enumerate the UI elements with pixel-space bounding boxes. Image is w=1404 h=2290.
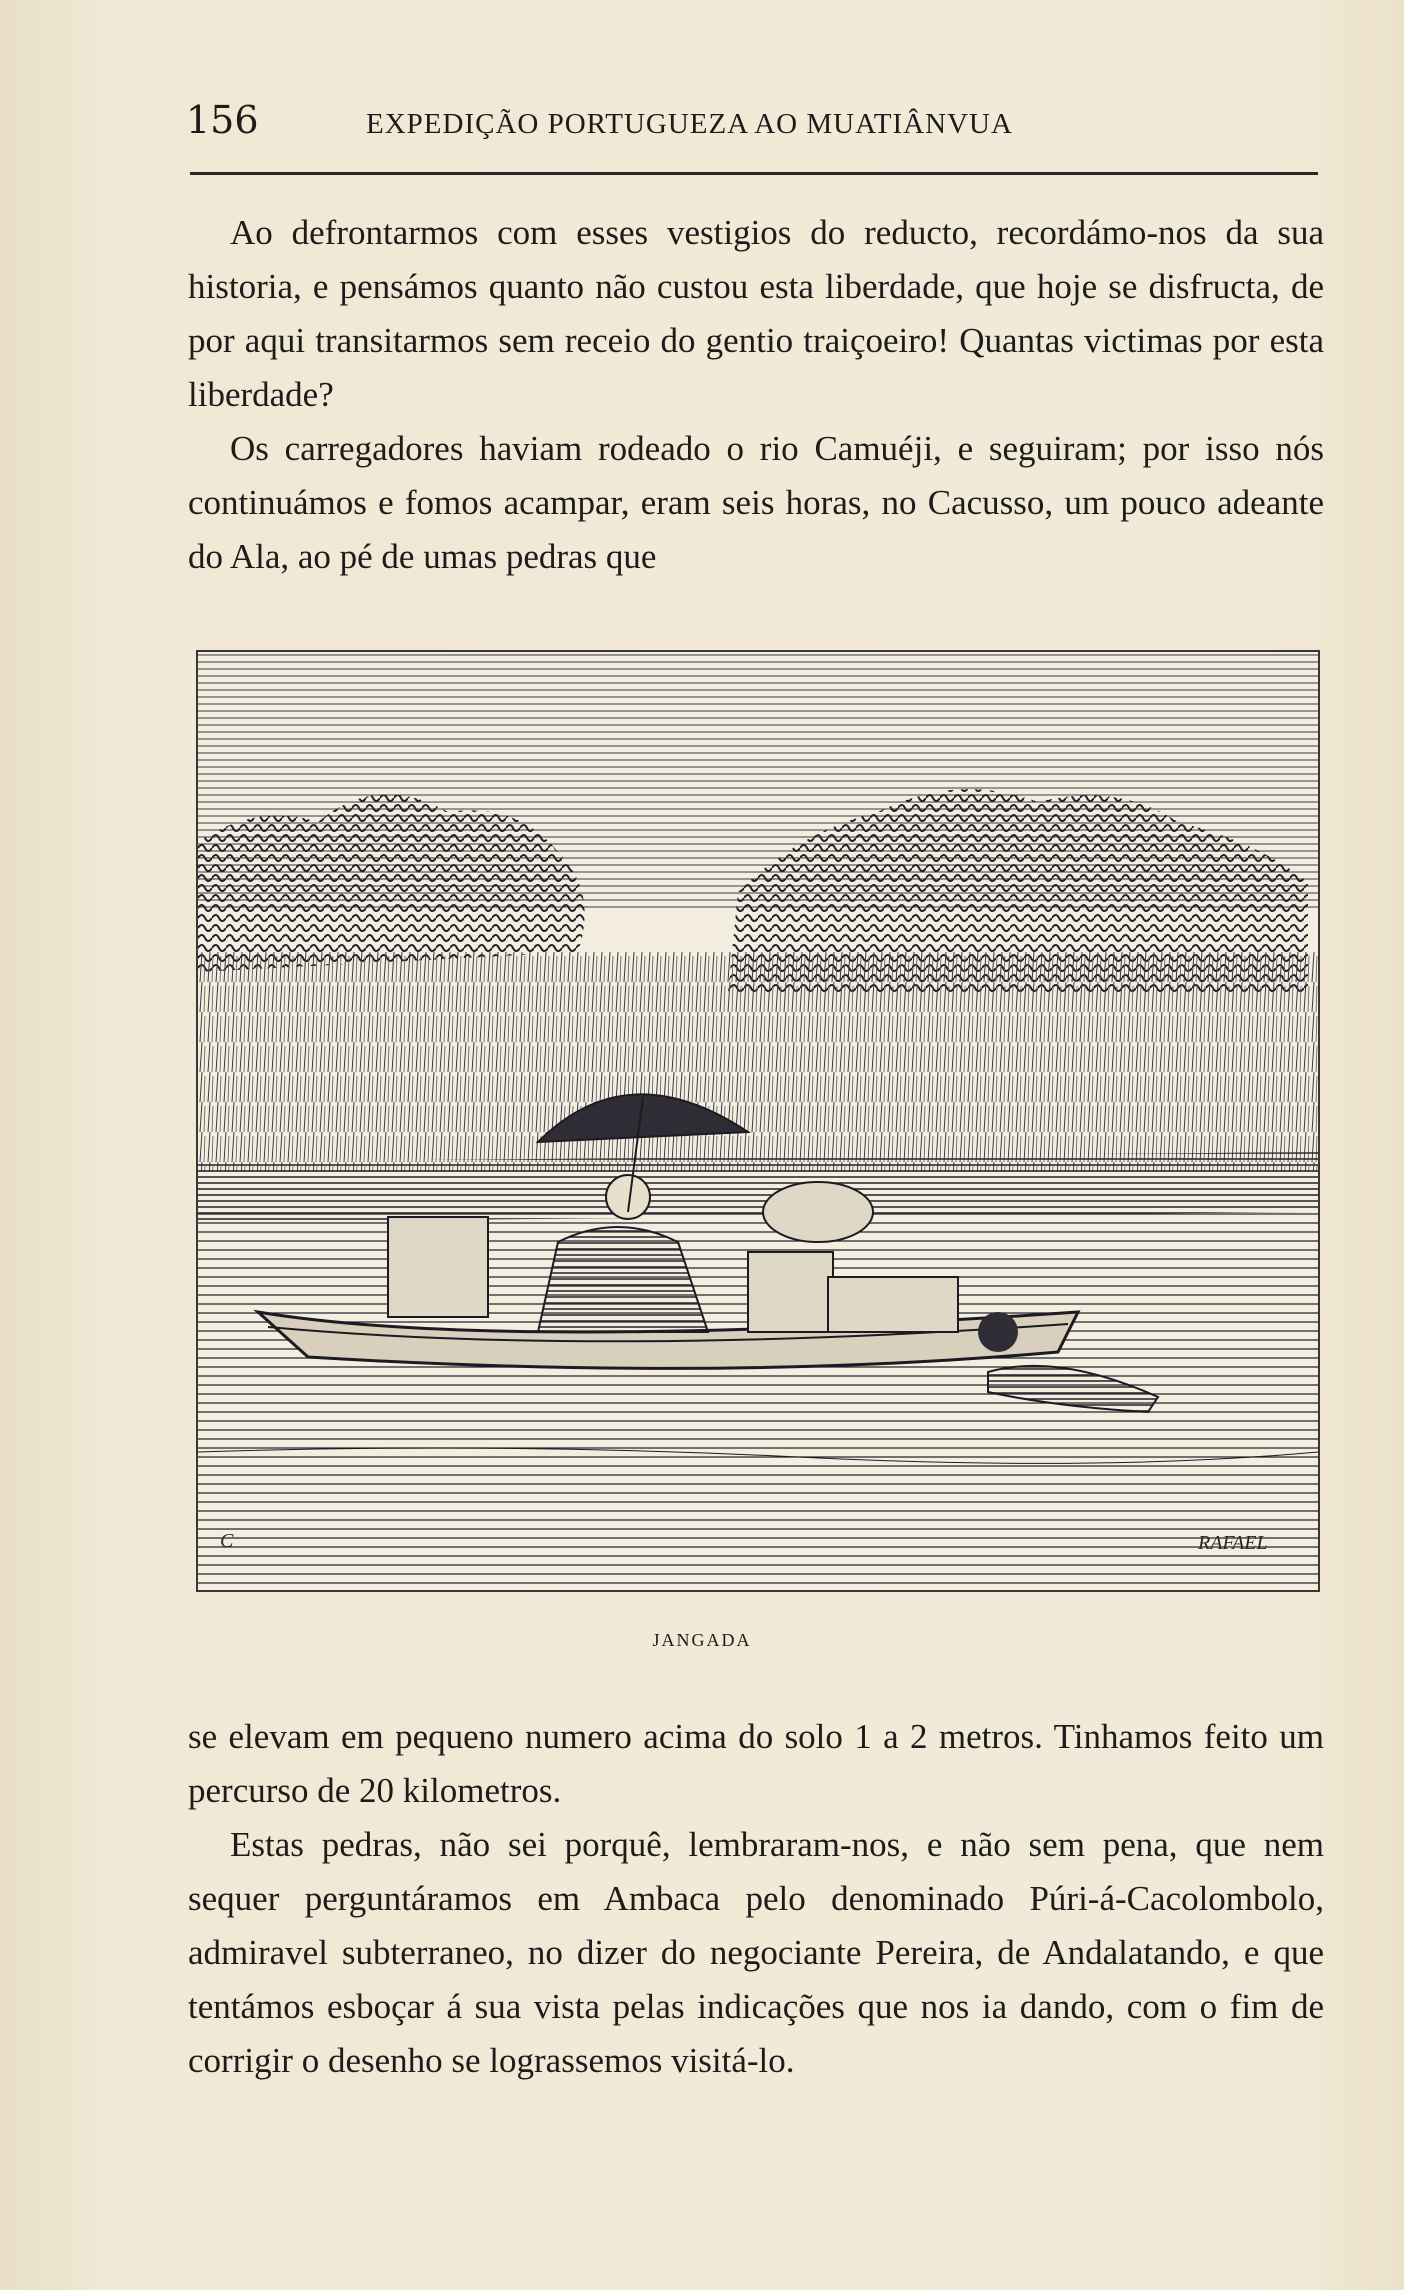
running-title: EXPEDIÇÃO PORTUGUEZA AO MUATIÂNVUA xyxy=(366,108,1013,140)
cargo-bundle xyxy=(388,1217,488,1317)
engraver-signature: C xyxy=(220,1530,234,1552)
header-rule xyxy=(190,172,1318,175)
engraving-illustration xyxy=(196,650,1320,1592)
reed-bank xyxy=(198,952,1318,1172)
cargo-bundle xyxy=(748,1252,833,1332)
paragraph: Estas pedras, não sei porquê, lembraram-nos, e não sem pena, que nem sequer perguntáramos em Ambaca pelo denominado Púri-á-Cacolombolo, admiravel subterraneo, no dizer do negociante Pereira, de Andalatando, e que tentámos esboçar á sua vista pelas indicações que nos ia dando, com o fim de corrigir o desenho se lograssemos visitá-lo. xyxy=(188,1825,1324,2080)
paragraph: Ao defrontarmos com esses vestigios do reducto, recordámo-nos da sua historia, e pensámos quanto não custou esta liberdade, que hoje se disfructa, de por aqui transitarmos sem receio do gentio traiçoeiro! Quantas victimas por esta liberdade? xyxy=(188,213,1324,414)
body-text-top xyxy=(188,206,1324,584)
cargo-bundle xyxy=(828,1277,958,1332)
cargo-bundle xyxy=(763,1182,873,1242)
artist-signature: RAFAEL xyxy=(1198,1532,1268,1554)
paragraph: se elevam em pequeno numero acima do solo 1 a 2 metros. Tinhamos feito um percurso de 20 kilometros. xyxy=(188,1717,1324,1810)
body-text-bottom xyxy=(188,1710,1324,2088)
page-number: 156 xyxy=(186,98,259,142)
figure-caption: JANGADA xyxy=(652,1630,752,1650)
paragraph: Os carregadores haviam rodeado o rio Camuéji, e seguiram; por isso nós continuámos e fomos acampar, eram seis horas, no Cacusso, um pouco adeante do Ala, ao pé de umas pedras que xyxy=(188,429,1324,576)
running-head xyxy=(186,98,1318,150)
jangada-engraving xyxy=(198,652,1318,1590)
